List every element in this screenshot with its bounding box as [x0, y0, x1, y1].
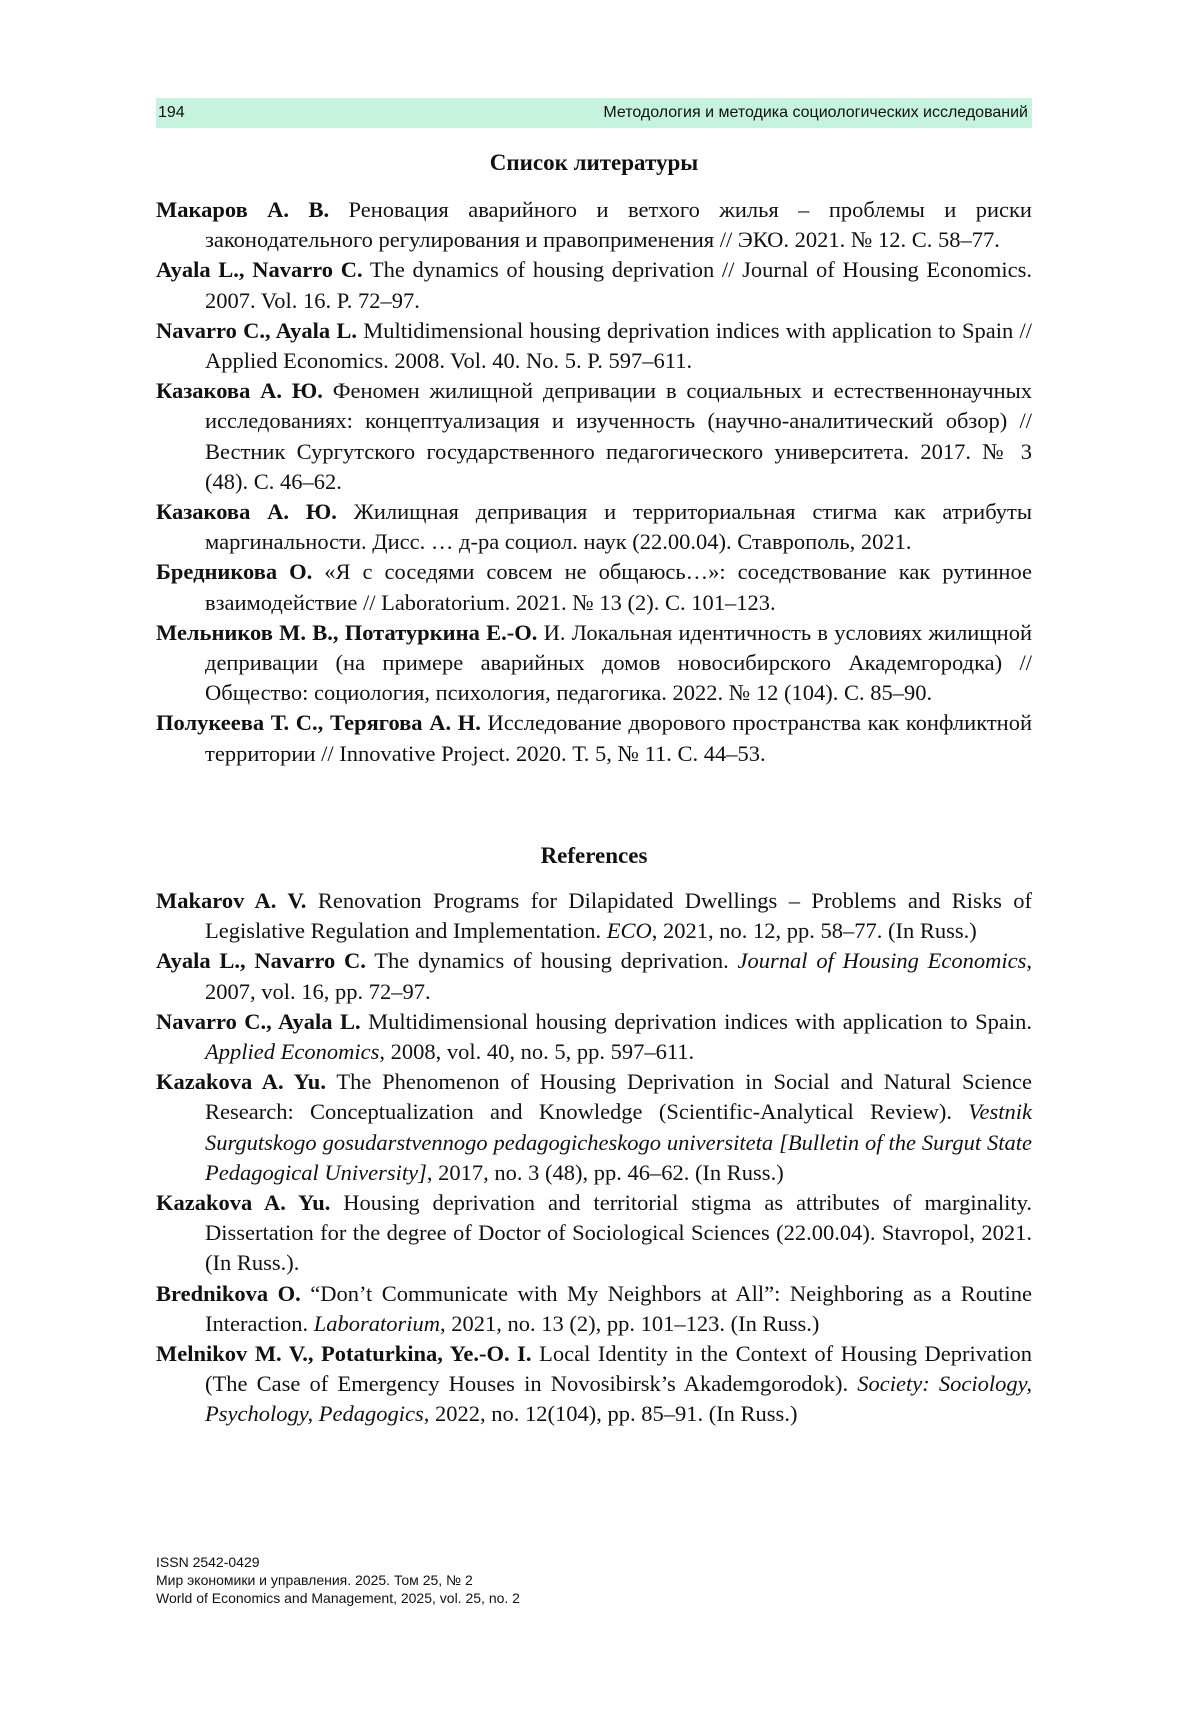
- reference-item: Бредникова О. «Я с соседями совсем не общаюсь…»: соседствование как рутинное взаимодействие // Laboratorium. 2021. № 13 (2). С. 101–123.: [156, 559, 1032, 615]
- reference-item: Melnikov M. V., Potaturkina, Ye.-O. I. Local Identity in the Context of Housing Deprivation (The Case of Emergency Houses in Novosibirsk’s Akademgorodok). Society: Sociology, Psychology, Pedagogics, 2022, no. 12(104), pp. 85–91. (In Russ.): [156, 1341, 1032, 1427]
- reference-item: Kazakova A. Yu. The Phenomenon of Housing Deprivation in Social and Natural Science Research: Conceptualization and Knowledge (Scientific-Analytical Review). Vestnik Surgutskogo gosudarstvennogo pedagogicheskogo universiteta [Bulletin of the Surgut State Pedagogical University], 2017, no. 3 (48), pp. 46–62. (In Russ.): [156, 1069, 1033, 1185]
- reference-item: Казакова А. Ю. Жилищная депривация и территориальная стигма как атрибуты маргинальности. Дисс. … д-ра социол. наук (22.00.04). Ставрополь, 2021.: [156, 499, 1032, 555]
- page-number: 194: [158, 104, 185, 121]
- reference-item: Полукеева Т. С., Терягова А. Н. Исследование дворового пространства как конфликтной территории // Innovative Project. 2020. Т. 5, № 11. С. 44–53.: [156, 710, 1032, 766]
- reference-item: Kazakova A. Yu. Housing deprivation and territorial stigma as attributes of marginality. Dissertation for the degree of Doctor of Sociological Sciences (22.00.04). Stavropol, 2021. (In Russ.).: [156, 1190, 1032, 1276]
- reference-item: Казакова А. Ю. Феномен жилищной депривации в социальных и естественнонаучных исследованиях: концептуализация и изученность (научно-аналитический обзор) // Вестник Сургутского государственного педагогического университета. 2017. № 3 (48). С. 46–62.: [156, 378, 1033, 494]
- russian-reference-list: [156, 195, 1032, 769]
- running-header: [156, 98, 1032, 128]
- reference-item: Navarro C., Ayala L. Multidimensional housing deprivation indices with application to Spain. Applied Economics, 2008, vol. 40, no. 5, pp. 597–611.: [156, 1008, 1032, 1065]
- reference-item: Ayala L., Navarro C. The dynamics of housing deprivation // Journal of Housing Economics. 2007. Vol. 16. P. 72–97.: [156, 257, 1032, 313]
- footer-journal-en: World of Economics and Management, 2025, vol. 25, no. 2: [156, 1590, 520, 1606]
- reference-item: Makarov A. V. Renovation Programs for Dilapidated Dwellings – Problems and Risks of Legislative Regulation and Implementation. ECO, 2021, no. 12, pp. 58–77. (In Russ.): [156, 888, 1033, 944]
- english-reference-list: [156, 886, 1032, 1430]
- footer-journal-ru: Мир экономики и управления. 2025. Том 25, № 2: [156, 1572, 473, 1588]
- reference-item: Navarro C., Ayala L. Multidimensional housing deprivation indices with application to Spain // Applied Economics. 2008. Vol. 40. No. 5. P. 597–611.: [156, 317, 1032, 374]
- russian-references-heading: Список литературы: [489, 150, 699, 175]
- reference-item: Макаров А. В. Реновация аварийного и ветхого жилья – проблемы и риски законодательного регулирования и правоприменения // ЭКО. 2021. № 12. С. 58–77.: [156, 197, 1032, 253]
- footer-issn: ISSN 2542-0429: [156, 1554, 260, 1570]
- english-references-heading: References: [540, 843, 648, 868]
- running-title: Методология и методика социологических исследований: [603, 104, 1028, 121]
- reference-item: Ayala L., Navarro C. The dynamics of housing deprivation. Journal of Housing Economics, 2007, vol. 16, pp. 72–97.: [156, 948, 1032, 1004]
- page-footer: [156, 1553, 520, 1607]
- reference-item: Brednikova O. “Don’t Communicate with My Neighbors at All”: Neighboring as a Routine Interaction. Laboratorium, 2021, no. 13 (2), pp. 101–123. (In Russ.): [156, 1280, 1032, 1336]
- reference-item: Мельников М. В., Потатуркина Е.-О. И. Локальная идентичность в условиях жилищной депривации (на примере аварийных домов новосибирского Академгородка) // Общество: социология, психология, педагогика. 2022. № 12 (104). С. 85–90.: [156, 619, 1032, 706]
